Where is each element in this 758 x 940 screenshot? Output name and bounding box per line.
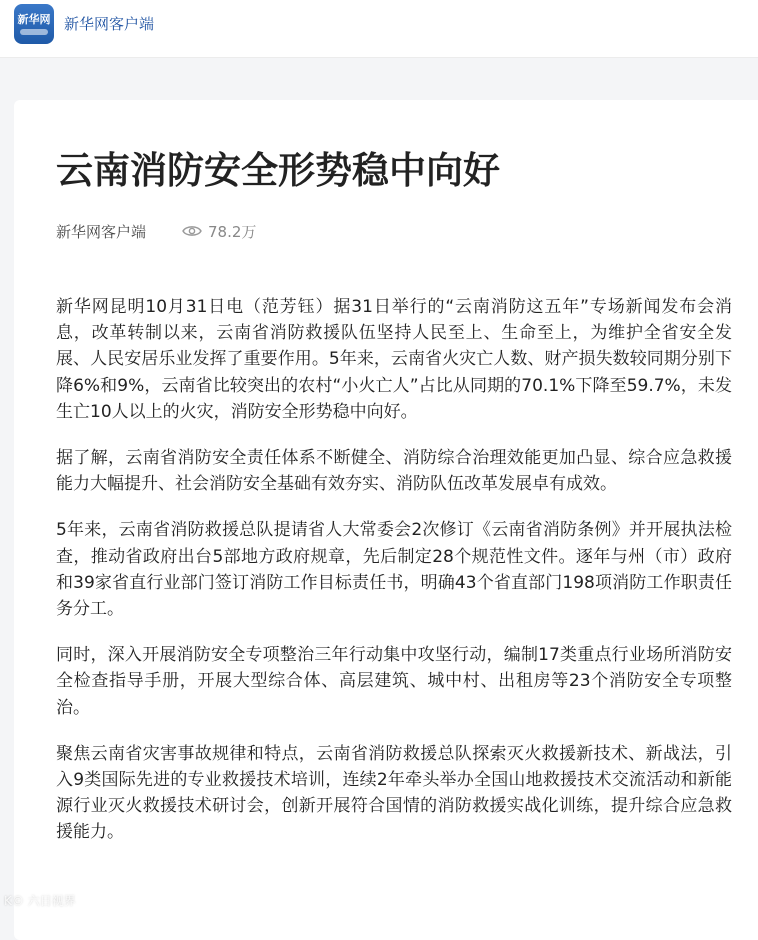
eye-icon xyxy=(182,224,202,238)
article-paragraph: 新华网昆明10月31日电（范芳钰）据31日举行的“云南消防这五年”专场新闻发布会消息，改革转制以来，云南省消防救援队伍坚持人民至上、生命至上，为维护全省安全发展、人民安居乐业发挥了重要作用。5年来，云南省火灾亡人数、财产损失数较同期分别下降6%和9%，云南省比较突出的农村“小火亡人”占比从同期的70.1%下降至59.7%，未发生亡10人以上的火灾，消防安全形势稳中向好。 xyxy=(56,297,732,422)
article-paragraph: 同时，深入开展消防安全专项整治三年行动集中攻坚行动，编制17类重点行业场所消防安全检查指导手册，开展大型综合体、高层建筑、城中村、出租房等23个消防安全专项整治。 xyxy=(56,645,732,718)
article-paragraph: 聚焦云南省灾害事故规律和特点，云南省消防救援总队探索灭火救援新技术、新战法，引入9类国际先进的专业救援技术培训，连续2年牵头举办全国山地救援技术交流活动和新能源行业灭火救援技术研讨会，创新开展符合国情的消防救援实战化训练，提升综合应急救援能力。 xyxy=(56,743,732,843)
watermark: K© 六日视界 xyxy=(4,894,76,908)
logo-bar xyxy=(20,29,48,35)
xinhua-logo-icon[interactable] xyxy=(14,4,54,44)
view-count-value: 78.2万 xyxy=(208,222,257,241)
article-paragraph: 据了解，云南省消防安全责任体系不断健全、消防综合治理效能更加凸显、综合应急救援能力大幅提升、社会消防安全基础有效夯实、消防队伍改革发展卓有成效。 xyxy=(56,448,732,495)
article-body xyxy=(56,294,732,866)
top-bar xyxy=(0,0,758,58)
logo-text: 新华网 xyxy=(17,12,51,26)
article-title: 云南消防安全形势稳中向好 xyxy=(56,149,500,192)
article-source[interactable]: 新华网客户端 xyxy=(56,222,147,241)
app-name[interactable]: 新华网客户端 xyxy=(64,15,155,33)
article-meta xyxy=(56,220,256,242)
article-paragraph: 5年来，云南省消防救援总队提请省人大常委会2次修订《云南省消防条例》并开展执法检查，推动省政府出台5部地方政府规章，先后制定28个规范性文件。逐年与州（市）政府和39家省直行业部门签订消防工作目标责任书，明确43个省直部门198项消防工作职责任务分工。 xyxy=(56,520,732,620)
view-count xyxy=(182,221,256,242)
